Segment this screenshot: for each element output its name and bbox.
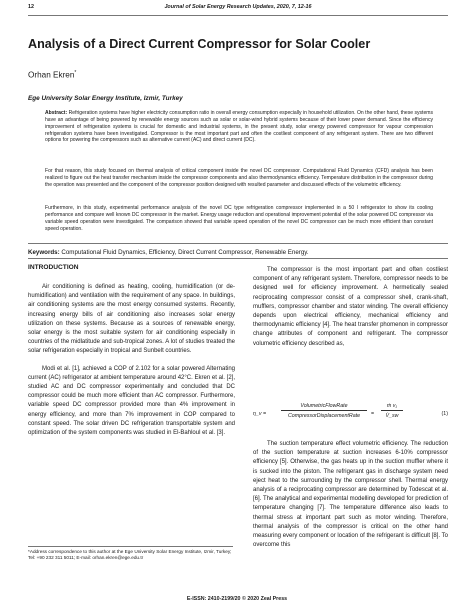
equation-numerator-2: ṁ v₁ [381, 403, 403, 411]
equation-fraction-2 [381, 403, 403, 419]
equation-denominator-1: CompressorDisplacementRate [287, 413, 361, 419]
abstract-paragraph-3: Furthermore, in this study, experimental performance analysis of the novel DC type refrigeration compressor implemented in a 50 l refrigerator to show its cooling performance and compare well known DC compressor in the market. Energy usage reduction and operational improvement potential of the solar powered DC compressor via variable speed operation were investigated. The comparison showed that variable speed operation of the novel DC compressor can be much more efficient than constant speed operation. [45, 205, 433, 232]
keywords-label: Keywords: [28, 249, 60, 256]
equation-lhs: η_v = [253, 411, 267, 417]
journal-citation: Journal of Solar Energy Research Updates, 2020, 7, 12-16 [164, 4, 312, 10]
page-number: 12 [28, 4, 34, 10]
equation-numerator-1: VolumetricFlowRate [281, 403, 367, 411]
affiliation: Ege University Solar Energy Institute, Izmir, Turkey [28, 95, 183, 102]
author-mark: * [74, 70, 77, 76]
equation-denominator-2: V̇_sw [385, 413, 399, 419]
abstract-paragraph-2: For that reason, this study focused on thermal analysis of critical component inside the novel DC compressor. Computational Fluid Dynamics (CFD) analysis has been realized to figure out the heat transfer mechanism inside the compressor components and also thermodynamics efficiency. Temperature distribution in the compressor during the operation was presented and the component of the compressor position designed with resulted parameter and discussed effects of the volumetric efficiency. [45, 168, 433, 188]
abstract-label: Abstract: [45, 110, 68, 116]
keywords [28, 249, 458, 256]
page-footer: E-ISSN: 2410-2199/20 © 2020 Zeal Press [186, 596, 288, 602]
author-line [28, 70, 76, 80]
equation-equals: = [371, 411, 375, 417]
running-header [28, 4, 448, 14]
right-paragraph-2: The suction temperature effect volumetric efficiency. The reduction of the suction temperature at suction increases 6-10% compressor efficiency [5]. Otherwise, the gas heats up in the suction muffler where it is sucked into the piston. The refrigerant gas in discharge system need eject heat to the surrounding by the compressor shell. Thermal energy analysis of a reciprocating compressor are determined by Todescat et al. [6]. The analytical and experimental modelling developed for prediction of temperature changing [7]. The temperature difference also leads to thermal stress at important part such as motor winding. Therefore, thermal analysis of the compressor is critical on the other hand measuring every component or location of the refrigerant is difficult [8]. To overcome this [253, 441, 448, 549]
author-name: Orhan Ekren [28, 70, 75, 80]
equation-number: (1) [441, 411, 448, 417]
section-heading: INTRODUCTION [28, 264, 79, 271]
equation-1 [253, 399, 448, 435]
correspondence-footnote: *Address correspondence to this author at the Ege University Solar Energy Institute, Izmir, Turkey; Tel: +90 232 311 5011; E-mail: orhan.ekren@ege.edu.tr [28, 549, 232, 561]
intro-paragraph-2: Modi et al. [1], achieved a COP of 2.102 for a solar powered Alternating current (AC) refrigerator at ambient temperature around 42°C. Ekren et al. [2], studied AC and DC compressor experimentally and concluded that DC compressor could be much more efficient than AC compressor. Furthermore, variable speed DC compressor provided more than 4% improvement in energy efficiency, and more than 7% improvement in COP compared to constant speed. The solar driven DC refrigeration transportable system and optimization of the system components was studied in El-Bahloul et al. [3]. [28, 365, 235, 437]
footnote-rule [28, 546, 233, 547]
right-paragraph-1: The compressor is the most important part and often costliest component of any refrigerant system. Therefore, compressor needs to be designed well for efficiency improvement. A hermetically sealed reciprocating compressor consist of a compressor shell, crank-shaft, mufflers, compressor chamber and stator winding. The overall efficiency depends upon electrical efficiency, mechanical efficiency and thermodynamic efficiency [4]. The heat transfer phomenon in compressor change attributes of component and refrigerant. The compressor volumetric efficiency described as, [253, 267, 448, 347]
left-column [28, 283, 235, 446]
paper-title: Analysis of a Direct Current Compressor for Solar Cooler [28, 37, 371, 51]
equation-fraction-1 [281, 403, 367, 419]
keywords-rule [28, 258, 448, 259]
intro-paragraph-1: Air conditioning is defined as heating, cooling, humidification (or de-humidification) and ventilation with the requirement of any space. In buildings, air conditioning systems are the most energy consumed systems. Recently, increasing energy bills of air conditioning also increases solar energy utilization on these systems. Because as a sources of renewable energy, solar energy is the most suitable system for air conditioning especially in countries of the midlatitude and sub-tropical zones. A lot of studies treated the solar refrigeration especially in tropical and Sunbelt countries. [28, 284, 235, 355]
right-column [253, 266, 448, 357]
abstract-paragraph-1: Abstract: Refrigeration systems have higher electricity consumption ratio in overall energy consumption especially in household utilization. On the other hand, these systems have an advantage of being powered by renewable energy sources such as solar or solar-wind hybrid systems because of their lower power demand. Since the efficiency improvement of refrigeration systems is crucial for domestic and industrial systems, in the present study, solar energy powered compressor for vapour compression refrigeration systems have been investigated. Compressor is the most important part and often the costliest component of any refrigerant system. There are two different options for powering the compressors such as alternative current (AC) and direct current (DC). [45, 110, 433, 144]
keywords-text: Computational Fluid Dynamics, Efficiency, Direct Current Compressor, Renewable Energy. [61, 249, 309, 256]
right-column-lower [253, 440, 448, 558]
header-rule [28, 15, 448, 16]
abstract-rule [28, 243, 448, 244]
